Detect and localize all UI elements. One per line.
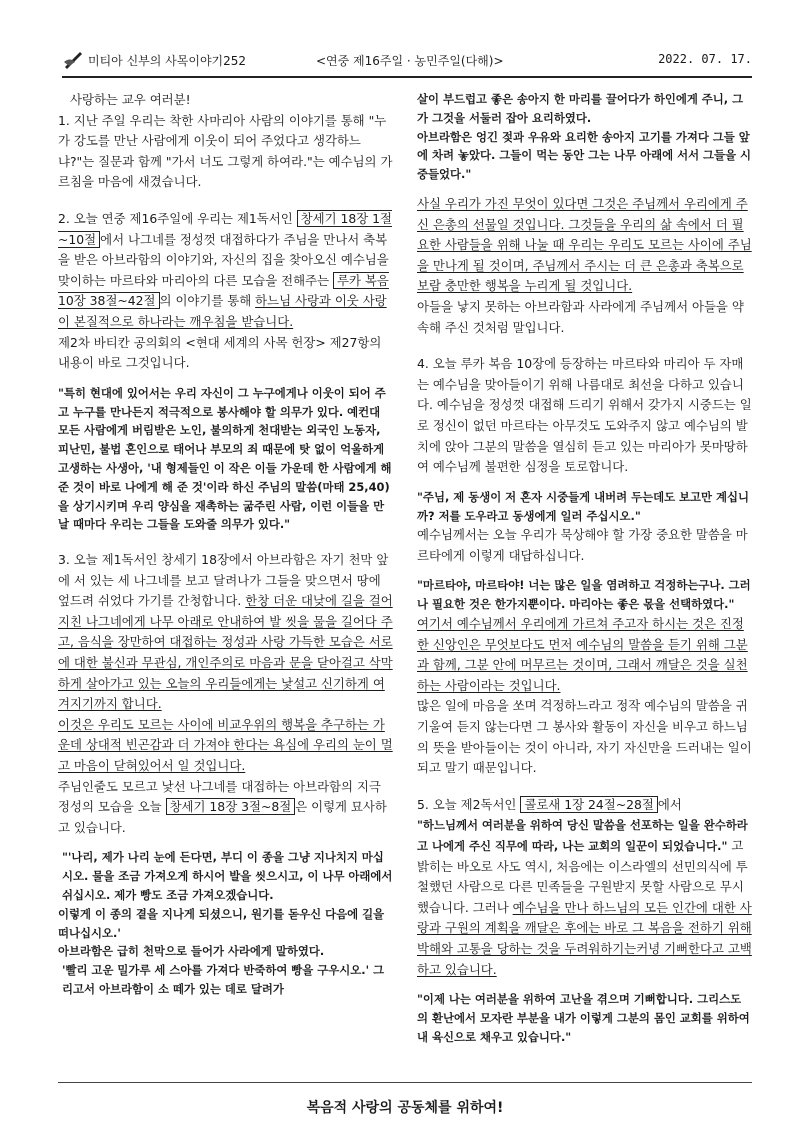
- paragraph-4: 4. 오늘 루카 복음 10장에 등장하는 마르타와 마리아 두 자매는 예수님을 맞아들이기 위해 나름대로 최선을 다하고 있습니다. 예수님을 정성껏 대접해 드리기 위해서 갖가지 시중드는 일로 정신이 없던 마르타는 아무것도 도와주지 않고 예수님의 발치에 앉아 그분의 말씀을 열심히 듣고 있는 마리아가 못마땅하여 예수님께 불편한 심정을 토로합니다.: [417, 356, 752, 475]
- quote-paul-1: "하느님께서 여러분을 위하여 당신 말씀을 선포하는 일을 완수하라고 나에게 주신 직무에 따라, 나는 교회의 일꾼이 되었습니다.": [417, 818, 748, 854]
- reading-reference-luke: 루카 복음 10장 38절~42절: [58, 272, 389, 309]
- right-column: [417, 90, 752, 1047]
- issue-date: 2022. 07. 17.: [658, 52, 752, 66]
- footer-motto: 복음적 사랑의 공동체를 위하여!: [58, 1082, 752, 1117]
- paragraph-4-conclusion: 많은 일에 마음을 쏘며 걱정하느라고 정작 예수님의 말씀을 귀 기울여 듣지 않는다면 그 봉사와 활동이 자신을 비우고 하느님의 뜻을 받아들이는 것이 아니라, 자기 자신만을 드러내는 일이 되고 말기 때문입니다.: [417, 698, 752, 776]
- paragraph-1: 1. 지난 주일 우리는 착한 사마리아 사람의 이야기를 통해 "누가 강도를 만난 사람에게 이웃이 되어 주었다고 생각하느냐?"는 질문과 함께 "가서 너도 그렇게 하여라."는 예수님의 가르침을 마음에 새겼습니다.: [58, 112, 393, 190]
- quote-council: "특히 현대에 있어서는 우리 자신이 그 누구에게나 이웃이 되어 주고 누구를 만나든지 적극적으로 봉사해야 할 의무가 있다. 예컨대 모든 사람에게 버림받은 노인, 불의하게 천대받는 외국인 노동자, 피난민, 불법 혼인으로 태어나 부모의 죄 때문에 탓 없이 억울하게 고생하는 사생아, '내 형제들인 이 작은 이들 가운데 한 사람에게 해 준 것이 바로 나에게 해 준 것'이라 하신 주님의 말씀(마태 25,40)을 상기시키며 우리 양심을 재촉하는 굶주린 사람, 이런 이들을 만날 때마다 우리는 그들을 도와줄 의무가 있다.": [58, 385, 392, 532]
- quote-paul-2: "이제 나는 여러분을 위하여 고난을 겪으며 기뻐합니다. 그리스도의 환난에서 모자란 부분을 내가 이렇게 그분의 몸인 교회를 위하여 내 육신으로 채우고 있습니다.": [417, 992, 750, 1044]
- quote-genesis-3: 아브라함은 급히 천막으로 들어가 사라에게 말하였다.: [58, 944, 325, 959]
- series-title: 미티아 신부의 사목이야기252: [88, 54, 247, 68]
- quote-genesis-2: 이렇게 이 종의 곁을 지나게 되셨으니, 원기를 돋우신 다음에 길을 떠나십시오.': [58, 906, 385, 940]
- paragraph-2: 2. 오늘 연중 제16주일에 우리는 제1독서인 창세기 18장 1절~10절 에서 나그네를 정성껏 대접하다가 주님을 만나서 축복을 받은 아브라함의 이야기와, 자신의 집을 찾아오신 예수님을 맞이하는 마르타와 마리아의 다른 모습을 전해주는 루카 복음 10장 38절~42절 의 이야기를 통해 하느님 사랑과 이웃 사랑이 본질적으로 하나라는 깨우침을 받습니다.: [58, 210, 393, 329]
- paragraph-3-sarah: 아들을 낳지 못하는 아브라함과 사라에게 주님께서 아들을 약속해 주신 것처럼 말입니다.: [417, 298, 744, 335]
- quote-martha: "주님, 제 동생이 저 혼자 시중들게 내버려 두는데도 보고만 계십니까? 저를 도우라고 동생에게 일러 주십시오.": [417, 489, 750, 523]
- greeting: 사랑하는 교우 여러분!: [70, 92, 191, 107]
- paragraph-2-council: 제2차 바티칸 공의회의 <현대 세계의 사목 헌장> 제27항의 내용이 바로 그것입니다.: [58, 334, 382, 371]
- quote-genesis-5: 살이 부드럽고 좋은 송아지 한 마리를 끌어다가 하인에게 주니, 그가 그것을 서둘러 잡아 요리하였다.: [417, 92, 744, 125]
- writing-quill-icon: [62, 48, 84, 70]
- quote-jesus: "마르타야, 마르타야! 너는 많은 일을 염려하고 걱정하는구나. 그러나 필요한 것은 한가지뿐이다. 마리아는 좋은 몫을 선택하였다.": [417, 578, 751, 612]
- quote-genesis-6: 아브라함은 엉긴 젖과 우유와 요리한 송아지 고기를 가져다 그들 앞에 차려 놓았다. 그들이 먹는 동안 그는 나무 아래에 서서 그들을 시중들었다.": [417, 129, 752, 182]
- paragraph-3-reflection: 이것은 우리도 모르는 사이에 비교우위의 행복을 추구하는 가운데 상대적 빈곤감과 더 가져야 한다는 욕심에 우리의 눈이 멀고 마음이 닫혀있어서 일 것입니다.: [58, 716, 393, 774]
- page-header: [62, 48, 752, 78]
- quote-genesis-4: '빨리 고운 밀가루 세 스아를 가져다 반죽하여 빵을 구우시오.' 그리고서 아브라함이 소 떼가 있는 데로 달려가: [62, 963, 385, 996]
- paragraph-4-answer: 예수님께서는 오늘 우리가 묵상해야 할 가장 중요한 말씀을 마르타에게 이렇게 대답하십니다.: [417, 527, 748, 563]
- paragraph-3-intro: 주님인줄도 모르고 낯선 나그네를 대접하는 아브라함의 지극 정성의 모습을 오늘 창세기 18장 3절~8절 은 이렇게 묘사하고 있습니다.: [58, 778, 387, 835]
- reading-reference-genesis: 창세기 18장 1절~10절: [58, 210, 393, 247]
- liturgical-occasion: <연중 제16주일 · 농민주일(다해)>: [316, 54, 504, 68]
- paragraph-4-teaching: 여기서 예수님께서 우리에게 가르쳐 주고자 하시는 것은 진정한 신앙인은 무엇보다도 먼저 예수님의 말씀을 듣기 위해 그분과 함께, 그분 안에 머무르는 것이며, 그래서 깨달은 것을 실천하는 사람이라는 것입니다.: [417, 616, 748, 693]
- reading-reference-colossians: 콜로새 1장 24절~28절: [520, 796, 658, 813]
- paragraph-5-body: "하느님께서 여러분을 위하여 당신 말씀을 선포하는 일을 완수하라고 나에게 주신 직무에 따라, 나는 교회의 일꾼이 되었습니다." 고 밝히는 바오로 사도 역시, 처음에는 이스라엘의 선민의식에 투철했던 사람으로 다른 민족들을 구원받지 못할 사람으로 무시했습니다. 그러나 예수님을 만나 하느님의 모든 인간에 대한 사랑과 구원의 계획을 깨달은 후에는 바로 그 복음을 전하기 위해 박해와 고통을 당하는 것을 두려워하기는커녕 기뻐한다고 고백하고 있습니다.: [417, 818, 752, 977]
- paragraph-3-grace: 사실 우리가 가진 무엇이 있다면 그것은 주님께서 우리에게 주신 은총의 선물일 것입니다. 그것들을 우리의 삶 속에서 더 필요한 사람들을 위해 나눌 때 우리는 우리도 모르는 사이에 주님을 만나게 될 것이며, 주님께서 주시는 더 큰 은총과 축복으로 보람 충만한 행복을 누리게 될 것입니다.: [417, 195, 752, 294]
- left-column: [58, 90, 394, 999]
- reading-reference-genesis-verses: 창세기 18장 3절~8절: [166, 798, 296, 815]
- paragraph-3: 3. 오늘 제1독서인 창세기 18장에서 아브라함은 자기 천막 앞에 서 있는 세 나그네를 보고 달려나가 그들을 맞으면서 땅에 엎드려 쉬었다 가기를 간청합니다. 한창 더운 대낮에 길을 걸어 지친 나그네에게 나무 아래로 안내하여 발 씻을 물을 길어다 주고, 음식을 장만하여 대접하는 정성과 사랑 가득한 모습은 서로에 대한 불신과 무관심, 개인주의로 마음과 문을 닫아걸고 삭막하게 살아가고 있는 오늘의 우리들에게는 낯설고 신기하게 여겨지기까지 합니다.: [58, 552, 393, 712]
- paragraph-5: 5. 오늘 제2독서인 콜로새 1장 24절~28절 에서: [417, 796, 682, 812]
- quote-genesis-1: "'나리, 제가 나리 눈에 든다면, 부디 이 종을 그냥 지나치지 마십시오. 물을 조금 가져오게 하시어 발을 씻으시고, 이 나무 아래에서 쉬십시오. 제가 빵도 조금 가져오겠습니다.: [62, 850, 393, 902]
